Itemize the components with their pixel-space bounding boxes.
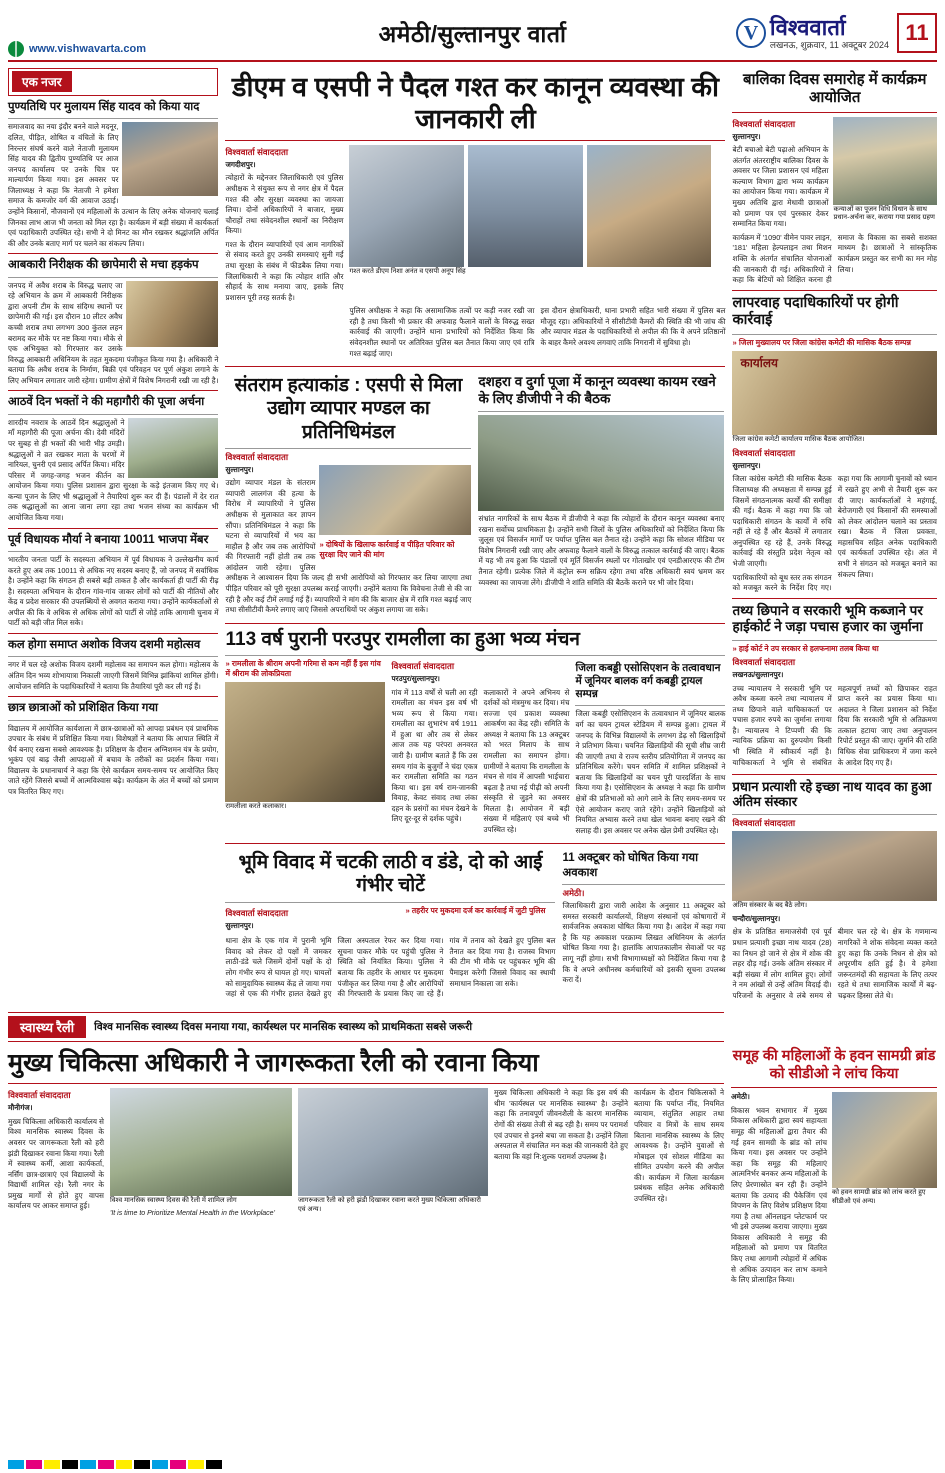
- photo-congress-office-meeting: [732, 351, 937, 435]
- bottom-headline: मुख्य चिकित्सा अधिकारी ने जागरूकता रैली को रवाना किया: [8, 1048, 539, 1077]
- column-middle: [225, 68, 725, 1003]
- photo-dgp-meeting: [478, 415, 724, 511]
- story-dateline: लखनऊ/सुल्तानपुर।: [732, 669, 784, 679]
- story-avkash: [562, 848, 725, 999]
- brief-text: जनपद में अवैध शराब के विरुद्ध चलाए जा रहे अभियान के क्रम में आबकारी निरीक्षक द्वारा अपनी टीम के साथ संदिग्ध स्थानों पर छापेमारी की गई। इस दौरान 10 लीटर अवैध कच्ची शराब तथा लगभग 300 कुंतल लहन बरामद कर मौके पर नष्ट किया गया। मौके से एक अभियुक्त को गिरफ्तार कर उसके विरुद्ध आबकारी अधिनियम के तहत मुकदमा पंजीकृत किया गया है। अधिकारी ने बताया कि अवैध शराब के निर्माण, बिक्री एवं परिवहन पर पूर्ण अंकुश लगाने के लिए अभियान लगातार जारी रहेगा। ग्रामीण क्षेत्रों में विशेष निगरानी रखी जा रही है।: [8, 280, 219, 385]
- story-laparwah: [732, 295, 937, 594]
- bullet-icon: »: [732, 643, 737, 653]
- story-text: गांव में 113 वर्षों से चली आ रही रामलीला का मंचन इस वर्ष भी भव्य रूप से किया गया। रामलीला का शुभारंभ वर्ष 1911 में हुआ था और तब से लेकर आज तक यह परंपरा अनवरत जारी है। ग्रामीण बताते हैं कि उस समय गांव के बुजुर्गों ने चंदा एकत्र कर रामलीला समिति का गठन किया था। इस वर्ष राम-जानकी विवाह, केवट संवाद तथा लंका दहन के प्रसंगों का मंचन देखने के लिए दूर-दूर से दर्शक पहुंचे।: [391, 687, 478, 824]
- photo-cdo-brand-launch: [832, 1092, 937, 1188]
- bullet-icon: »: [405, 905, 410, 915]
- story-pullquote: रामलीला के श्रीराम अपनी गरिमा से कम नहीं हैं इस गांव में श्रीराम की लोकप्रियता: [225, 658, 381, 679]
- brief-item: [8, 701, 218, 797]
- publication-logo: [736, 14, 889, 50]
- brief-text: शारदीय नवरात्र के आठवें दिन श्रद्धालुओं ने माँ महागौरी की पूजा अर्चना की। देवी मंदिरों पर सुबह से ही भक्तों की भारी भीड़ उमड़ी। श्रद्धालुओं ने व्रत रखकर माता के चरणों में नारियल, चुनरी एवं प्रसाद अर्पित किया। मंदिर परिसर में जगह-जगह भजन कीर्तन का आयोजन किया गया। पुलिस प्रशासन द्वारा सुरक्षा के कड़े इंतजाम किए गए थे। कन्या पूजन के लिए भी श्रद्धालुओं ने तैयारियां शुरू कर दी हैं। पंडालों में देर रात तक श्रद्धालुओं का आना जाना लगा रहा तथा भजन संध्या का कार्यक्रम भी आयोजित किया गया।: [8, 417, 219, 523]
- story-byline: विश्ववार्ता संवाददाता: [732, 818, 796, 829]
- bottom-byline: विश्ववार्ता संवाददाता: [8, 1090, 71, 1101]
- story-headline: तथ्य छिपाने व सरकारी भूमि कब्जाने पर हाईकोर्ट ने जड़ा पचास हजार का जुर्माना: [732, 602, 923, 635]
- story-dashahra: [478, 371, 724, 619]
- story-pullquote: जिला मुख्यालय पर जिला कांग्रेस कमेटी की मासिक बैठक सम्पन्न: [738, 338, 911, 348]
- story-ramlila: [225, 628, 725, 839]
- photo-dm-sp-patrol-2: [468, 145, 583, 267]
- story-text: क्षेत्र के प्रतिष्ठित समाजसेवी एवं पूर्व प्रधान प्रत्याशी इच्छा नाथ यादव (28) का निधन हो जाने से क्षेत्र में शोक की लहर दौड़ गई। उनके अंतिम संस्कार में बड़ी संख्या में लोग शामिल हुए। लोगों ने नम आंखों से उन्हें अंतिम विदाई दी। परिजनों के अनुसार वे लंबे समय से बीमार चल रहे थे। क्षेत्र के गणमान्य नागरिकों ने शोक संवेदना व्यक्त करते हुए कहा कि उनके निधन से क्षेत्र को अपूरणीय क्षति हुई है। वे हमेशा जरूरतमंदों की सहायता के लिए तत्पर रहते थे तथा सामाजिक कार्यों में बढ़-चढ़कर हिस्सा लेते थे।: [732, 927, 937, 1000]
- brief-headline: पुण्यतिथि पर मुलायम सिंह यादव को किया याद: [8, 101, 200, 113]
- photo-dm-sp-patrol-1: [349, 145, 464, 267]
- lead-dateline: जगदीशपुर।: [225, 159, 256, 169]
- masthead-right: [637, 6, 937, 60]
- story-bhoomi-vivad: [225, 848, 555, 999]
- lead-text-3: पुलिस अधीक्षक ने कहा कि असामाजिक तत्वों पर कड़ी नजर रखी जा रही है तथा किसी भी प्रकार की अफवाह फैलाने वालों के विरुद्ध सख्त कार्रवाई की जाएगी। उन्होंने थाना प्रभारियों को निर्देशित किया कि संवेदनशील स्थानों पर अतिरिक्त पुलिस बल तैनात किया जाए एवं रात्रि गश्त बढ़ाई जाए।: [349, 306, 535, 358]
- brief-item: [8, 100, 218, 249]
- globe-icon: [8, 41, 24, 57]
- brief-headline: आठवें दिन भक्तों ने की महागौरी की पूजा अर्चना: [8, 396, 205, 409]
- story-headline: भूमि विवाद में चटकी लाठी व डंडे, दो को आई गंभीर चोटें: [238, 852, 543, 897]
- story-headline: दशहरा व दुर्गा पूजा में कानून व्यवस्था कायम रखने के लिए डीजीपी ने की बैठक: [478, 374, 716, 406]
- bottom-text-1: मुख्य चिकित्सा अधिकारी कार्यालय से विश्व मानसिक स्वास्थ्य दिवस के अवसर पर जागरूकता रैली को हरी झंडी दिखाकर रवाना किया गया। रैली में स्वास्थ्य कर्मी, आशा कार्यकर्ता, नर्सिंग छात्र-छात्राएं एवं विद्यालयों के विद्यार्थी शामिल रहे। रैली नगर के प्रमुख मार्गों से होते हुए वापस कार्यालय पर आकर समाप्त हुई।: [8, 1116, 104, 1211]
- photo-balika-diwas-event: [833, 117, 937, 205]
- bottom-right-text: विकास भवन सभागार में मुख्य विकास अधिकारी द्वारा स्वयं सहायता समूह की महिलाओं द्वारा तैयार की गई हवन सामग्री के ब्रांड को लांच किया गया। इस अवसर पर उन्होंने कहा कि समूह की महिलाएं आत्मनिर्भर बनकर अन्य महिलाओं के लिए प्रेरणास्रोत बन रही हैं। उन्होंने बताया कि उत्पाद की पैकेजिंग एवं विपणन के लिए विशेष प्रशिक्षण दिया गया है तथा ऑनलाइन प्लेटफार्म पर भी इसे उपलब्ध कराया जाएगा। मुख्य विकास अधिकारी ने समूह की महिलाओं को प्रमाण पत्र वितरित किए तथा आगामी त्योहारों में अधिक से अधिक उत्पादन कर लाभ कमाने के लिए प्रोत्साहित किया।: [731, 1105, 827, 1285]
- story-photo-caption: कन्याओं का पूजन विधि विधान के साथ प्रधान-अर्चना कर, कराया गया प्रसाद ग्रहण: [833, 205, 935, 222]
- story-dateline: परउपुर/सुल्तानपुर।: [391, 673, 440, 683]
- brief-headline: पूर्व विधायक मौर्या ने बनाया 10011 भाजपा मेंबर: [8, 533, 209, 546]
- bottom-text-3: कार्यक्रम के दौरान चिकित्सकों ने बताया कि पर्याप्त नींद, नियमित व्यायाम, संतुलित आहार तथा परिवार व मित्रों के साथ समय बिताना मानसिक स्वास्थ्य के लिए आवश्यक है। उन्होंने युवाओं से मोबाइल एवं सोशल मीडिया का सीमित उपयोग करने की अपील की। कार्यक्रम में जिला कार्यक्रम प्रबंधक सहित अनेक अधिकारी उपस्थित रहे।: [634, 1088, 724, 1203]
- story-santram: [225, 371, 471, 619]
- photo-ramlila-stage: [225, 682, 385, 802]
- logo-monogram-icon: V: [736, 18, 766, 48]
- brief-text: भारतीय जनता पार्टी के सदस्यता अभियान में पूर्व विधायक ने उल्लेखनीय कार्य करते हुए अब तक 10011 से अधिक नए सदस्य बनाए हैं, जो जनपद में सर्वाधिक है। उन्होंने कहा कि संगठन ही सबसे बड़ी ताकत है और कार्यकर्ता ही पार्टी की रीढ़ है। सदस्यता अभियान के दौरान गांव-गांव जाकर लोगों को पार्टी की नीतियों और केंद्र व प्रदेश सरकार की उपलब्धियों से अवगत कराया गया। उन्होंने कार्यकर्ताओं से अपील की कि वे अधिक से अधिक लोगों को पार्टी से जोड़ें ताकि आगामी चुनाव में पार्टी को बड़ी जीत मिल सके।: [8, 555, 219, 628]
- bottom-story-havan-brand: [731, 1045, 937, 1289]
- story-headline: लापरवाह पदाधिकारियों पर होगी कार्रवाई: [732, 294, 899, 329]
- lead-text-4: इस दौरान क्षेत्राधिकारी, थाना प्रभारी सहित भारी संख्या में पुलिस बल मौजूद रहा। अधिकारियों ने सीसीटीवी कैमरों की स्थिति की भी जांच की और व्यापार मंडल के पदाधिकारियों से अपील की कि वे अपने प्रतिष्ठानों के बाहर कैमरे अवश्य लगवाएं ताकि निगरानी में सुविधा हो।: [540, 306, 726, 348]
- story-text-2: कलाकारों ने अपने अभिनय से दर्शकों को मंत्रमुग्ध कर दिया। मंच सज्जा एवं प्रकाश व्यवस्था आकर्षण का केंद्र रही। समिति के अध्यक्ष ने बताया कि 13 अक्टूबर को भरत मिलाप के साथ रामलीला का समापन होगा। ग्रामीणों ने बताया कि रामलीला के मंचन से गांव में आपसी भाईचारा बढ़ता है तथा नई पीढ़ी को अपनी संस्कृति से जुड़ने का अवसर मिलता है। आयोजन में बड़ी संख्या में महिलाएं एवं बच्चे भी उपस्थित रहे।: [483, 687, 570, 835]
- page-content: [8, 68, 937, 1003]
- story-text: उच्च न्यायालय ने सरकारी भूमि पर अवैध कब्जा करने तथा न्यायालय में तथ्य छिपाने वाले याचिकाकर्ता पर पचास हजार रुपये का जुर्माना लगाया है। न्यायालय ने टिप्पणी की कि न्यायिक प्रक्रिया का दुरुपयोग किसी भी स्थिति में स्वीकार्य नहीं है। याचिकाकर्ता ने भूमि से संबंधित महत्वपूर्ण तथ्यों को छिपाकर राहत प्राप्त करने का प्रयास किया था। अदालत ने जिला प्रशासन को निर्देश दिया कि सरकारी भूमि से अतिक्रमण तत्काल हटाया जाए तथा अनुपालन रिपोर्ट प्रस्तुत की जाए। जुर्माने की राशि विधिक सेवा प्राधिकरण में जमा करने के आदेश दिए गए हैं।: [732, 683, 937, 767]
- brief-headline: कल होगा समाप्त अशोक विजय दशमी महोत्सव: [8, 639, 201, 652]
- health-rally-band: [8, 1012, 724, 1042]
- photo-health-rally-2: [298, 1088, 488, 1196]
- story-pullquote: तहरीर पर मुकदमा दर्ज कर कार्रवाई में जुटी पुलिस: [411, 905, 546, 915]
- bottom-right-photo-caption: को हवन सामग्री ब्रांड को लांच करते हुए सीडीओ एवं अन्य।: [832, 1189, 926, 1205]
- story-text: थाना क्षेत्र के एक गांव में पुरानी भूमि विवाद को लेकर दो पक्षों में जमकर लाठी-डंडे चले जिसमें दोनों पक्षों के दो लोग गंभीर रूप से घायल हो गए। घायलों को सामुदायिक स्वास्थ्य केंद्र ले जाया गया जहां से एक की गंभीर हालत देखते हुए जिला अस्पताल रेफर कर दिया गया। सूचना पाकर मौके पर पहुंची पुलिस ने स्थिति को नियंत्रित किया। पुलिस ने बताया कि तहरीर के आधार पर मुकदमा पंजीकृत कर लिया गया है और आरोपियों की गिरफ्तारी के प्रयास किए जा रहे हैं। गांव में तनाव को देखते हुए पुलिस बल तैनात कर दिया गया है। राजस्व विभाग की टीम भी मौके पर पहुंचकर भूमि की पैमाइश करेगी जिससे विवाद का स्थायी समाधान निकाला जा सके।: [225, 936, 556, 999]
- lead-photo-caption: गश्त करते डीएम निशा अनंत व एसपी अनूप सिंह: [349, 267, 466, 275]
- brief-item: [8, 395, 218, 523]
- band-text: विश्व मानसिक स्वास्थ्य दिवस मनाया गया, कार्यस्थल पर मानसिक स्वास्थ्य को प्राथमिकता सबसे जरूरी: [94, 1020, 473, 1033]
- brief-item: [8, 533, 218, 629]
- photo-navratri-puja: [128, 418, 218, 478]
- story-headline: प्रधान प्रत्याशी रहे इच्छा नाथ यादव का हुआ अंतिम संस्कार: [732, 778, 932, 810]
- lead-text-1: त्योहारों के मद्देनजर जिलाधिकारी एवं पुलिस अधीक्षक ने संयुक्त रूप से नगर क्षेत्र में पैदल गश्त की और सुरक्षा व्यवस्था का जायजा लिया। दोनों अधिकारियों ने बाजार, मुख्य चौराहों तथा संवेदनशील स्थानों का निरीक्षण किया।: [225, 173, 344, 236]
- bottom-photo-caption-1: विश्व मानसिक स्वास्थ्य दिवस की रैली में शामिल लोग: [110, 1197, 237, 1205]
- bottom-photo-caption-2: जागरूकता रैली को हरी झंडी दिखाकर रवाना करते मुख्य चिकित्सा अधिकारी एवं अन्य।: [298, 1197, 481, 1213]
- lead-text-2: गश्त के दौरान व्यापारियों एवं आम नागरिकों से संवाद करते हुए उनकी समस्याएं सुनी गईं तथा सुरक्षा के संबंध में फीडबैक लिया गया। जिलाधिकारी ने कहा कि त्योहार शांति और सौहार्द के साथ मनाया जाए, इसके लिए प्रशासन पूरी तरह सतर्क है।: [225, 239, 344, 302]
- photo-traders-delegation: [319, 465, 471, 535]
- story-byline: विश्ववार्ता संवाददाता: [225, 451, 289, 462]
- brief-item: [8, 638, 218, 692]
- story-highcourt: [732, 603, 937, 770]
- column-left: [8, 68, 218, 1003]
- brief-item: [8, 258, 218, 386]
- story-text: जिलाधिकारी द्वारा जारी आदेश के अनुसार 11 अक्टूबर को समस्त सरकारी कार्यालयों, शिक्षण संस्थानों एवं कोषागारों में सार्वजनिक अवकाश घोषित किया गया है। आदेश में कहा गया है कि यह अवकाश परक्राम्य लिखत अधिनियम के अंतर्गत घोषित किया गया है। हालांकि आपातकालीन सेवाओं पर यह लागू नहीं होगा। सभी विभागाध्यक्षों को निर्देशित किया गया है कि वे अपने अधीनस्थ कर्मचारियों को इसकी सूचना उपलब्ध करा दें।: [562, 901, 726, 985]
- story-dateline: सुल्तानपुर।: [732, 460, 761, 470]
- brief-text: समाजवाद का नया इंदौर बनने वाले मदनूर, दलित, पीड़ित, शोषित व वंचितों के लिए निरन्तर संघर्ष करने वाले नेताजी मुलायम सिंह यादव की द्वितीय पुण्यतिथि पर आज जनपद कार्यालय पर उनके चित्र पर माल्यार्पण किया गया। इस अवसर पर जिलाध्यक्ष ने कहा कि नेताजी ने हमेशा समाज के कमजोर वर्ग की आवाज उठाई। उन्होंने किसानों, नौजवानों एवं महिलाओं के उत्थान के लिए अनेक योजनाएं चलाईं जिनका लाभ आज भी जनता को मिल रहा है। कार्यक्रम में बड़ी संख्या में कार्यकर्ता एवं पदाधिकारी उपस्थित रहे। सभी ने दो मिनट का मौन रखकर श्रद्धांजलि अर्पित की और उनके बताए मार्ग पर चलने का संकल्प लिया।: [8, 122, 219, 248]
- lead-byline: विश्ववार्ता संवाददाता: [225, 146, 289, 157]
- website-url-text: www.vishwavarta.com: [29, 43, 146, 55]
- brief-headline: छात्र छात्राओं को प्रशिक्षित किया गया: [8, 702, 158, 715]
- story-dateline: सुल्तानपुर।: [225, 920, 254, 930]
- story-photo-caption: अंतिम संस्कार के बद बैठे लोग।: [732, 902, 808, 910]
- bullet-icon: »: [225, 658, 230, 668]
- story-headline: 11 अक्टूबर को घोषित किया गया अवकाश: [562, 852, 699, 879]
- story-headline: बालिका दिवस समारोह में कार्यक्रम आयोजित: [743, 71, 927, 107]
- story-byline: विश्ववार्ता संवाददाता: [225, 907, 289, 918]
- masthead-center: [308, 6, 637, 60]
- story-dateline: चन्दौरा/सुल्तानपुर।: [732, 913, 781, 923]
- bottom-text-2: मुख्य चिकित्सा अधिकारी ने कहा कि इस वर्ष की थीम 'कार्यस्थल पर मानसिक स्वास्थ्य' है। उन्होंने कहा कि तनावपूर्ण जीवनशैली के कारण मानसिक रोगों की संख्या तेजी से बढ़ रही है। समय पर परामर्श एवं उपचार से इनसे बचा जा सकता है। उन्होंने जिला अस्पताल में संचालित मन कक्ष की जानकारी देते हुए बताया कि वहां नि:शुल्क परामर्श उपलब्ध है।: [494, 1088, 628, 1161]
- story-dateline: सुल्तानपुर।: [225, 464, 254, 474]
- section-title: अमेठी/सुल्तानपुर वार्ता: [378, 21, 567, 47]
- bullet-icon: »: [319, 539, 324, 549]
- bottom-right-headline: समूह की महिलाओं के हवन सामग्री ब्रांड को सीडीओ ने लांच किया: [732, 1047, 936, 1082]
- color-registration-bar: [8, 1460, 222, 1469]
- story-text: जिला कांग्रेस कमेटी की मासिक बैठक जिलाध्यक्ष की अध्यक्षता में सम्पन्न हुई जिसमें संगठनात्मक कार्यों की समीक्षा की गई। बैठक में कहा गया कि जो पदाधिकारी संगठन के कार्यों में रुचि नहीं ले रहे हैं और बैठकों में लगातार अनुपस्थित रह रहे हैं, उनके विरुद्ध कार्रवाई की संस्तुति प्रदेश नेतृत्व को भेजी जाएगी।: [732, 474, 832, 568]
- photo-dm-sp-patrol-3: [587, 145, 711, 267]
- lead-story: [225, 71, 725, 362]
- story-text: बेटी बचाओ बेटी पढ़ाओ अभियान के अंतर्गत अंतरराष्ट्रीय बालिका दिवस के अवसर पर जिला प्रशासन एवं महिला कल्याण विभाग द्वारा भव्य कार्यक्रम का आयोजन किया गया। कार्यक्रम में मुख्य अतिथि द्वारा मेधावी छात्राओं को प्रमाण पत्र एवं पुरस्कार देकर सम्मानित किया गया।: [732, 145, 829, 229]
- bottom-story-health-rally: [8, 1045, 724, 1289]
- story-text: उद्योग व्यापार मंडल के संतराम व्यापारी लालगंज की हत्या के विरोध में व्यापारियों ने पुलिस अधीक्षक से मुलाकात कर ज्ञापन सौंपा। प्रतिनिधिमंडल ने कहा कि घटना से व्यापारियों में भय का माहौल है और जब तक आरोपियों की गिरफ्तारी नहीं होती तब तक आंदोलन जारी रहेगा। पुलिस अधीक्षक ने आश्वासन दिया कि जल्द ही सभी आरोपियों को गिरफ्तार कर लिया जाएगा तथा पीड़ित परिवार को पूरी सुरक्षा उपलब्ध कराई जाएगी। उन्होंने बताया कि विवेचना तेजी से की जा रही है और कई टीमें लगाई गई हैं। व्यापारियों ने मांग की कि बाजार क्षेत्र में रात्रि गश्त बढ़ाई जाए तथा सीसीटीवी कैमरे लगाए जाएं जिससे अपराधियों पर अंकुश लगाया जा सके।: [225, 478, 472, 615]
- masthead: [8, 6, 937, 62]
- story-dateline: सुल्तानपुर।: [732, 131, 761, 141]
- story-balika-diwas: [732, 71, 937, 286]
- photo-funeral-gathering: [732, 831, 937, 901]
- section-tag-ek-nazar: एक नजर: [12, 71, 72, 92]
- bottom-right-byline: अमेठी।: [731, 1092, 750, 1102]
- edition-line: लखनऊ, शुक्रवार, 11 अक्टूबर 2024: [769, 39, 889, 50]
- story-text: संभ्रांत नागरिकों के साथ बैठक में डीजीपी ने कहा कि त्योहारों के दौरान कानून व्यवस्था बनाए रखना सर्वोच्च प्राथमिकता है। उन्होंने सभी जिलों के पुलिस अधिकारियों को निर्देशित किया कि जुलूस एवं विसर्जन मार्गों पर पर्याप्त पुलिस बल तैनात रहे। उन्होंने कहा कि सोशल मीडिया पर विशेष निगरानी रखी जाए और अफवाह फैलाने वालों के विरुद्ध तत्काल कार्रवाई की जाए। बैठक में यह भी तय हुआ कि पंडालों एवं मूर्ति विसर्जन स्थलों पर गोताखोर एवं एनडीआरएफ की टीम तैनात रहेगी। प्रत्येक जिले में कंट्रोल रूम सक्रिय रहेगा तथा वरिष्ठ अधिकारी स्वयं भ्रमण कर व्यवस्था का जायजा लेंगे। डीजीपी ने शांति समिति की बैठकें कराने पर भी जोर दिया।: [478, 514, 725, 587]
- story-byline: विश्ववार्ता संवाददाता: [391, 660, 455, 671]
- story-headline: 113 वर्ष पुरानी परउपुर रामलीला का हुआ भव्य मंचन: [225, 628, 580, 650]
- story-headline: जिला कबड्डी एसोसिएशन के तत्वावधान में जूनियर बालक वर्ग कबड्डी ट्रायल सम्पन्न: [575, 661, 721, 701]
- story-pullquote: हाई कोर्ट ने उप सरकार से हलफनामा तलब किया था: [738, 643, 879, 653]
- story-photo-caption: जिला कांग्रेस कमेटी कार्यालय मासिक बैठक आयोजित।: [732, 436, 865, 444]
- story-photo-caption: रामलीला करते कलाकार।: [225, 803, 287, 811]
- story-antim-sanskar: [732, 779, 937, 1003]
- story-headline: संतराम हत्याकांड : एसपी से मिला उद्योग व्यापार मण्डल का प्रतिनिधिमंडल: [234, 375, 463, 443]
- brief-text: नगर में चल रहे अशोक विजय दशमी महोत्सव का समापन कल होगा। महोत्सव के अंतिम दिन भव्य शोभायात्रा निकाली जाएगी जिसमें विभिन्न झांकियां शामिल होंगी। आयोजन समिति के पदाधिकारियों ने बताया कि तैयारियां पूरी कर ली गई हैं।: [8, 660, 219, 691]
- story-byline: विश्ववार्ता संवाददाता: [732, 656, 796, 667]
- story-text: जिला कबड्डी एसोसिएशन के तत्वावधान में जूनियर बालक वर्ग का चयन ट्रायल स्टेडियम में सम्पन्न हुआ। ट्रायल में जनपद के विभिन्न विद्यालयों के लगभग डेढ़ सौ खिलाड़ियों ने प्रतिभाग किया। चयनित खिलाड़ियों की सूची शीघ्र जारी की जाएगी तथा वे राज्य स्तरीय प्रतियोगिता में जनपद का प्रतिनिधित्व करेंगे। चयन समिति में शामिल प्रशिक्षकों ने बताया कि खिलाड़ियों का चयन पूरी पारदर्शिता के साथ किया गया है। एसोसिएशन के अध्यक्ष ने कहा कि ग्रामीण क्षेत्रों की प्रतिभाओं को आगे लाने के लिए समय-समय पर ऐसे आयोजन कराए जाते रहेंगे। उन्होंने खिलाड़ियों को नियमित अभ्यास करने तथा खेल भावना बनाए रखने की सलाह दी। इस अवसर पर अनेक खेल प्रेमी उपस्थित रहे।: [575, 709, 726, 835]
- publication-name: विश्ववार्ता: [769, 14, 846, 40]
- bullet-icon: »: [732, 338, 737, 348]
- photo-mulayam-tribute: [122, 122, 218, 196]
- column-right: [732, 68, 937, 1003]
- story-byline: विश्ववार्ता संवाददाता: [732, 447, 796, 458]
- photo-excise-raid: [126, 281, 218, 347]
- brief-headline: आबकारी निरीक्षक की छापेमारी से मचा हड़कंप: [8, 259, 199, 272]
- story-text-2: पदाधिकारियों को बूथ स्तर तक संगठन को मजबूत करने के निर्देश दिए गए। कहा गया कि आगामी चुनावों को ध्यान में रखते हुए अभी से तैयारी शुरू कर दी जाए। कार्यकर्ताओं ने महंगाई, बेरोजगारी एवं किसानों की समस्याओं को लेकर आंदोलन चलाने का प्रस्ताव रखा। बैठक में जिला प्रवक्ता, महासचिव सहित अनेक पदाधिकारी एवं कार्यकर्ता उपस्थित रहे। अंत में सभी ने संगठन को मजबूत बनाने का संकल्प लिया।: [732, 474, 937, 593]
- lead-headline: डीएम व एसपी ने पैदल गश्त कर कानून व्यवस्था की जानकारी ली: [232, 72, 719, 135]
- theme-text-en: 'It is time to Prioritize Mental Health in the Workplace': [110, 1209, 275, 1217]
- website-url[interactable]: [8, 41, 308, 60]
- masthead-left: [8, 6, 308, 60]
- story-byline: अमेठी।: [562, 888, 585, 899]
- photo-health-rally-1: [110, 1088, 292, 1196]
- page-number: 11: [897, 13, 937, 53]
- story-pullquote: दोषियों के खिलाफ कार्रवाई व पीड़ित परिवार को सुरक्षा दिए जाने की मांग: [319, 539, 455, 559]
- story-byline: विश्ववार्ता संवाददाता: [732, 118, 796, 129]
- story-text-2: कार्यक्रम में '1090' वीमेन पावर लाइन, '181' महिला हेल्पलाइन तथा मिशन शक्ति के अंतर्गत संचालित योजनाओं की जानकारी दी गई। अधिकारियों ने कहा कि बेटियों को शिक्षित करना ही समाज के विकास का सबसे सशक्त माध्यम है। छात्राओं ने सांस्कृतिक कार्यक्रम प्रस्तुत कर सभी का मन मोह लिया।: [732, 232, 937, 285]
- bottom-dateline: मौनीगंज।: [8, 1103, 33, 1113]
- office-banner-text: कार्यालय: [740, 356, 778, 371]
- brief-text: विद्यालय में आयोजित कार्यशाला में छात्र-छात्राओं को आपदा प्रबंधन एवं प्राथमिक उपचार के संबंध में प्रशिक्षित किया गया। विशेषज्ञों ने बताया कि आपात स्थिति में धैर्य बनाए रखना सबसे आवश्यक है। प्रशिक्षण के दौरान अग्निशमन यंत्र के प्रयोग, भूकंप एवं बाढ़ जैसी आपदाओं में बचाव के तरीकों का प्रदर्शन किया गया। विद्यालय के प्रधानाचार्य ने कहा कि ऐसे कार्यक्रम समय-समय पर आयोजित किए जाते रहेंगे जिससे बच्चों में आत्मविश्वास बढ़े। कार्यक्रम के अंत में बच्चों को प्रमाण पत्र वितरित किए गए।: [8, 723, 219, 796]
- band-tag: स्वास्थ्य रैली: [8, 1016, 86, 1038]
